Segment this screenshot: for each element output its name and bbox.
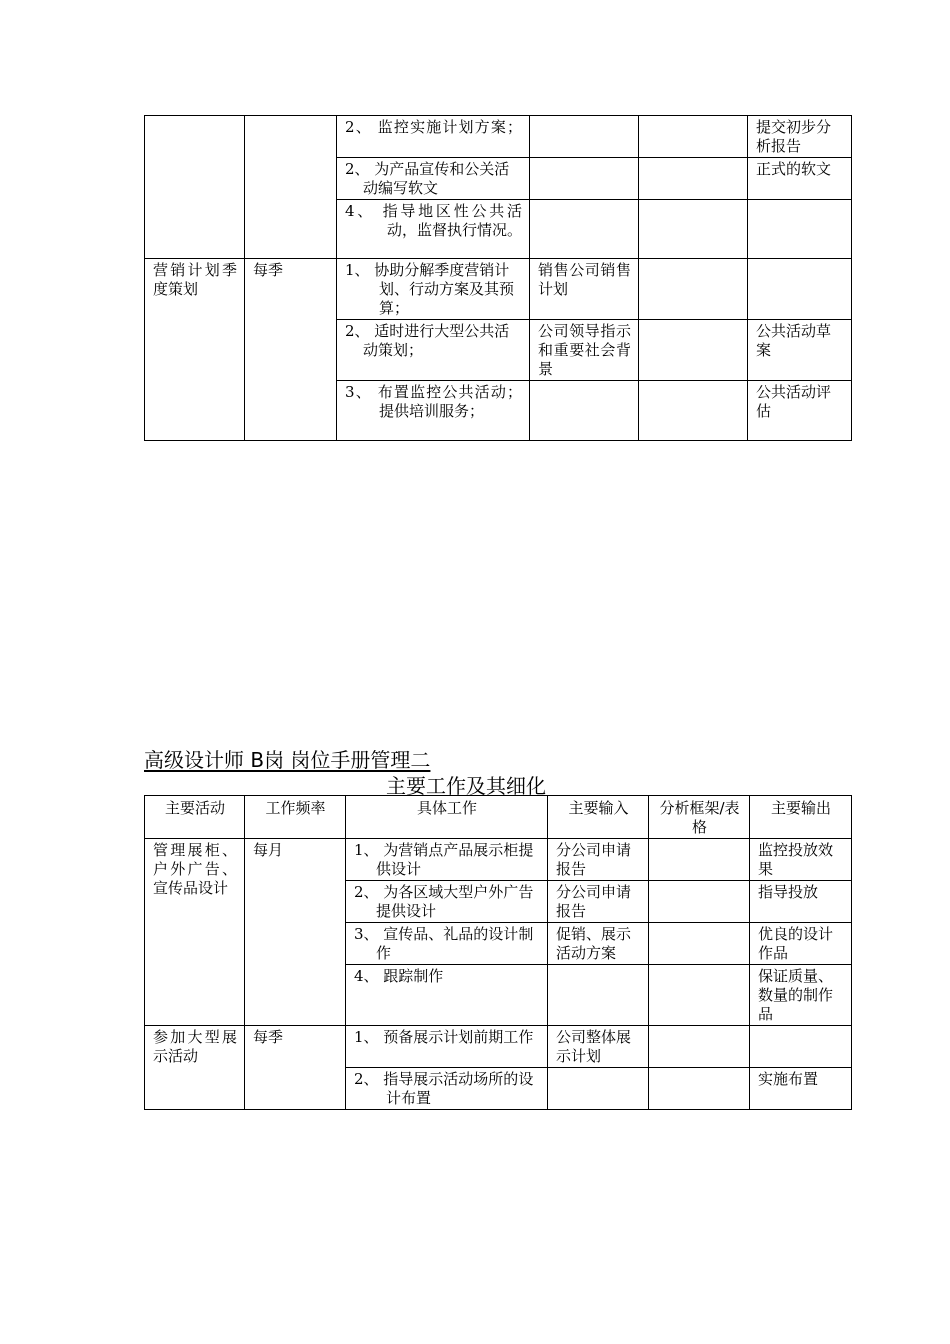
input-cell (548, 965, 649, 1026)
input-cell: 公司领导指示和重要社会背景 (530, 320, 639, 381)
document-title: 高级设计师 B岗 岗位手册管理二 (144, 748, 431, 772)
frequency-cell: 每季 (245, 259, 337, 441)
work-cell: 2、 为各区域大型户外广告提供设计 (346, 881, 548, 923)
output-cell: 实施布置 (750, 1068, 852, 1110)
output-cell (748, 259, 852, 320)
header-main-input: 主要输入 (548, 796, 649, 839)
framework-cell (639, 320, 748, 381)
work-cell: 3、 宣传品、礼品的设计制作 (346, 923, 548, 965)
input-cell: 促销、展示活动方案 (548, 923, 649, 965)
work-detail-table-bottom (144, 795, 852, 1110)
work-cell: 1、 为营销点产品展示柜提供设计 (346, 839, 548, 881)
input-cell: 分公司申请报告 (548, 839, 649, 881)
output-cell: 保证质量、数量的制作品 (750, 965, 852, 1026)
work-cell: 3、 布置监控公共活动；提供培训服务； (337, 381, 530, 441)
framework-cell (639, 259, 748, 320)
work-cell: 2、 为产品宣传和公关活动编写软文 (337, 158, 530, 200)
activity-cell (145, 116, 245, 259)
work-cell: 1、 预备展示计划前期工作 (346, 1026, 548, 1068)
output-cell: 公共活动评估 (748, 381, 852, 441)
work-cell: 1、 协助分解季度营销计划、行动方案及其预算； (337, 259, 530, 320)
frequency-cell (245, 116, 337, 259)
input-cell (530, 116, 639, 158)
frequency-cell: 每季 (245, 1026, 346, 1110)
section-subtitle: 主要工作及其细化 (386, 774, 546, 798)
header-specific-work: 具体工作 (346, 796, 548, 839)
output-cell: 指导投放 (750, 881, 852, 923)
framework-cell (649, 1026, 750, 1068)
framework-cell (639, 381, 748, 441)
input-cell (548, 1068, 649, 1110)
header-main-activity: 主要活动 (145, 796, 245, 839)
input-cell (530, 200, 639, 259)
output-cell: 监控投放效果 (750, 839, 852, 881)
work-cell: 4、 指导地区性公共活动，监督执行情况。 (337, 200, 530, 259)
work-cell: 2、 适时进行大型公共活动策划； (337, 320, 530, 381)
output-cell: 正式的软文 (748, 158, 852, 200)
work-detail-table-top (144, 115, 852, 441)
framework-cell (639, 200, 748, 259)
activity-cell: 参加大型展示活动 (145, 1026, 245, 1110)
output-cell (748, 200, 852, 259)
header-analysis-framework: 分析框架/表格 (649, 796, 750, 839)
framework-cell (639, 158, 748, 200)
work-cell: 2、 监控实施计划方案； (337, 116, 530, 158)
output-cell: 提交初步分析报告 (748, 116, 852, 158)
input-cell: 公司整体展示计划 (548, 1026, 649, 1068)
input-cell (530, 158, 639, 200)
framework-cell (649, 965, 750, 1026)
framework-cell (649, 1068, 750, 1110)
framework-cell (649, 923, 750, 965)
output-cell: 优良的设计作品 (750, 923, 852, 965)
output-cell: 公共活动草案 (748, 320, 852, 381)
output-cell (750, 1026, 852, 1068)
work-cell: 4、 跟踪制作 (346, 965, 548, 1026)
input-cell (530, 381, 639, 441)
input-cell: 销售公司销售计划 (530, 259, 639, 320)
input-cell: 分公司申请报告 (548, 881, 649, 923)
activity-cell: 营销计划季度策划 (145, 259, 245, 441)
header-main-output: 主要输出 (750, 796, 852, 839)
framework-cell (649, 881, 750, 923)
work-cell: 2、 指导展示活动场所的设计布置 (346, 1068, 548, 1110)
framework-cell (639, 116, 748, 158)
frequency-cell: 每月 (245, 839, 346, 1026)
activity-cell: 管理展柜、户外广告、宣传品设计 (145, 839, 245, 1026)
framework-cell (649, 839, 750, 881)
header-frequency: 工作频率 (245, 796, 346, 839)
